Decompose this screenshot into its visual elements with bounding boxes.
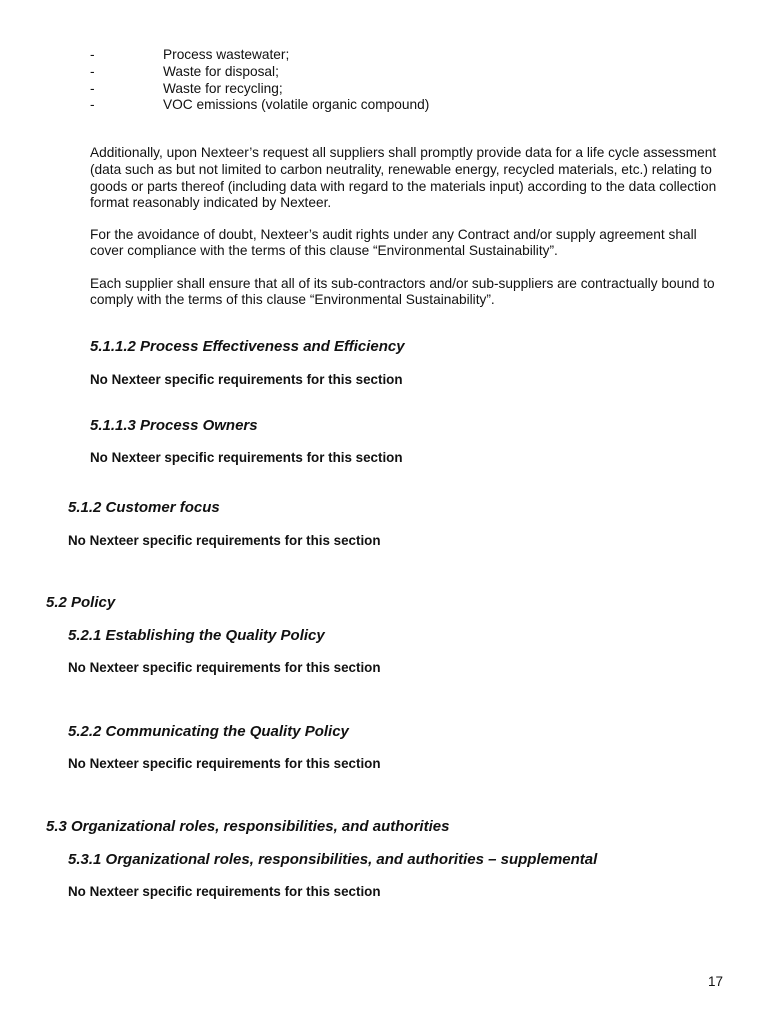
section-body: No Nexteer specific requirements for this section xyxy=(68,884,381,899)
section-heading: 5.1.1.3 Process Owners xyxy=(90,417,258,434)
section-heading: 5.1.1.2 Process Effectiveness and Efficiency xyxy=(90,338,405,355)
page-number: 17 xyxy=(708,974,724,989)
bullet-marker: - xyxy=(90,97,95,112)
paragraph-line: For the avoidance of doubt, Nexteer’s audit rights under any Contract and/or supply agreement shall xyxy=(90,227,697,242)
paragraph-line: Each supplier shall ensure that all of its sub-contractors and/or sub-suppliers are contractually bound to xyxy=(90,276,715,291)
section-heading: 5.2.2 Communicating the Quality Policy xyxy=(68,723,349,740)
bullet-text: Waste for recycling; xyxy=(163,81,283,96)
bullet-marker: - xyxy=(90,47,95,62)
section-heading: 5.1.2 Customer focus xyxy=(68,499,220,516)
paragraph-line: (data such as but not limited to carbon neutrality, renewable energy, recycled materials, etc.) relating to xyxy=(90,162,712,177)
section-body: No Nexteer specific requirements for this section xyxy=(68,533,381,548)
bullet-marker: - xyxy=(90,64,95,79)
paragraph-line: goods or parts thereof (including data with regard to the materials input) according to the data collection xyxy=(90,179,717,194)
bullet-text: VOC emissions (volatile organic compound) xyxy=(163,97,430,112)
paragraph-line: cover compliance with the terms of this clause “Environmental Sustainability”. xyxy=(90,243,558,258)
paragraph-line: comply with the terms of this clause “Environmental Sustainability”. xyxy=(90,292,495,307)
section-body: No Nexteer specific requirements for this section xyxy=(90,372,403,387)
section-body: No Nexteer specific requirements for this section xyxy=(90,450,403,465)
section-body: No Nexteer specific requirements for this section xyxy=(68,756,381,771)
bullet-text: Process wastewater; xyxy=(163,47,290,62)
section-heading: 5.2 Policy xyxy=(46,594,116,611)
bullet-text: Waste for disposal; xyxy=(163,64,279,79)
section-heading: 5.3 Organizational roles, responsibilities, and authorities xyxy=(46,818,450,835)
paragraph-line: format reasonably indicated by Nexteer. xyxy=(90,195,332,210)
bullet-marker: - xyxy=(90,81,95,96)
section-heading: 5.2.1 Establishing the Quality Policy xyxy=(68,627,325,644)
section-body: No Nexteer specific requirements for this section xyxy=(68,660,381,675)
paragraph-line: Additionally, upon Nexteer’s request all suppliers shall promptly provide data for a life cycle assessment xyxy=(90,145,717,160)
section-heading: 5.3.1 Organizational roles, responsibilities, and authorities – supplemental xyxy=(68,851,598,868)
